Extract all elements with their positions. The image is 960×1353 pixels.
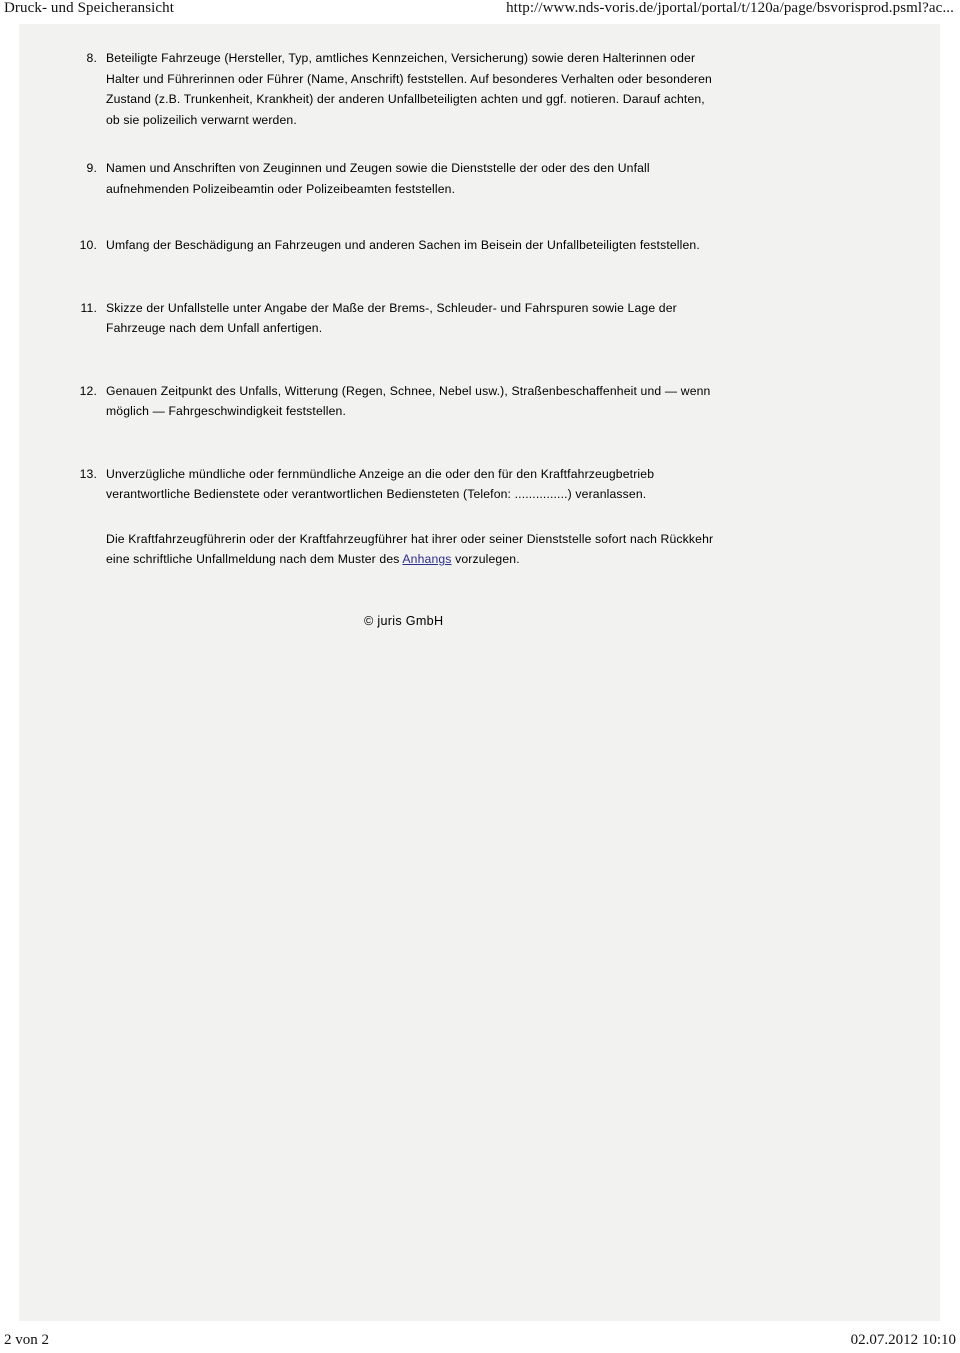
list-item-text: Beteiligte Fahrzeuge (Hersteller, Typ, amtliches Kennzeichen, Versicherung) sowie deren Halterinnen oder Halter und Führerinnen oder Führer (Name, Anschrift) feststellen. Auf besonderes Verhalten oder besonderen Zustand (z.B. Trunkenheit, Krankheit) der anderen Unfallbeteiligten achten und ggf. notieren. Darauf achten, ob sie polizeilich verwarnt werden.: [106, 51, 712, 127]
list-item-number: 13.: [79, 466, 97, 481]
list-item-text: Umfang der Beschädigung an Fahrzeugen und anderen Sachen im Beisein der Unfallbeteiligten feststellen.: [106, 238, 700, 252]
closing-paragraph-before: Die Kraftfahrzeugführerin oder der Kraftfahrzeugführer hat ihrer oder seiner Dienststelle sofort nach Rückkehr eine schriftliche Unfallmeldung nach dem Muster des: [106, 531, 714, 566]
copyright-text: juris GmbH: [377, 613, 444, 628]
print-timestamp: 02.07.2012 10:10: [850, 1332, 956, 1348]
list-item-text: Skizze der Unfallstelle unter Angabe der Maße der Brems-, Schleuder- und Fahrspuren sowie Lage der Fahrzeuge nach dem Unfall anfertigen.: [106, 300, 677, 335]
list-item: [72, 464, 722, 505]
list-item: [72, 48, 722, 130]
list-item-number: 10.: [79, 238, 97, 252]
print-footer: [0, 1329, 960, 1349]
print-header-url: http://www.nds-voris.de/jportal/portal/t/120a/page/bsvorisprod.psml?ac...: [506, 0, 954, 16]
list-item-text: Genauen Zeitpunkt des Unfalls, Witterung (Regen, Schnee, Nebel usw.), Straßenbeschaffenheit und — wenn möglich — Fahrgeschwindigkeit feststellen.: [106, 383, 711, 418]
copyright-symbol: ©: [364, 613, 374, 628]
list-item-number: 11.: [80, 300, 97, 315]
list-item-number: 9.: [86, 161, 97, 175]
closing-paragraph-after: vorzulegen.: [451, 552, 520, 566]
list-item-number: 12.: [79, 383, 97, 398]
document-content: [72, 48, 722, 628]
document-page: [19, 24, 940, 1321]
list-item-text: Unverzügliche mündliche oder fernmündliche Anzeige an die oder den für den Kraftfahrzeugbetrieb verantwortliche Bedienstete oder verantwortlichen Bediensteten (Telefon: ...............) veranlassen.: [106, 466, 655, 501]
list-item-number: 8.: [86, 51, 97, 65]
list-item: [72, 381, 722, 422]
list-item-text: Namen und Anschriften von Zeuginnen und Zeugen sowie die Dienststelle der oder des den Unfall aufnehmenden Polizeibeamtin oder Polizeibeamten feststellen.: [106, 161, 650, 196]
page-number: 2 von 2: [4, 1332, 49, 1348]
print-header: [0, 0, 960, 22]
anhang-link[interactable]: Anhangs: [402, 552, 452, 566]
list-item: [72, 298, 722, 339]
print-header-title: Druck- und Speicheransicht: [4, 0, 175, 16]
copyright-notice: [364, 614, 722, 628]
list-item: [72, 235, 722, 256]
closing-paragraph: [106, 529, 722, 570]
list-item: [72, 158, 722, 199]
